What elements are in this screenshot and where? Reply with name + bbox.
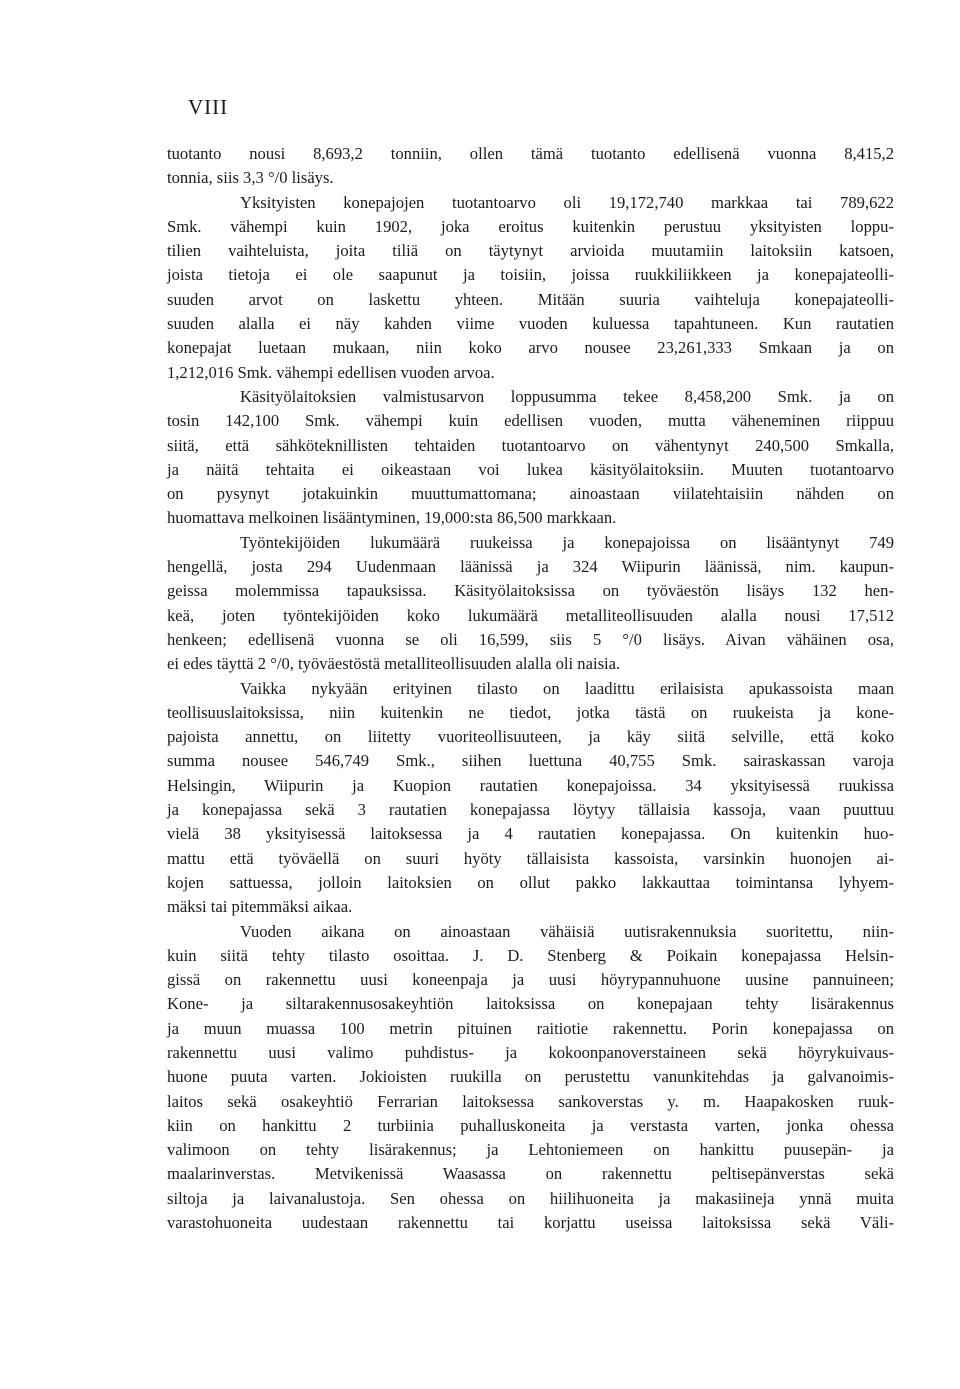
text-line: huomattava melkoinen lisääntyminen, 19,000:sta 86,500 markkaan.: [167, 508, 617, 528]
text-line: varastohuoneita uudestaan rakennettu tai korjattu useissa laitoksissa sekä Väli-: [167, 1213, 894, 1233]
text-line: kiin on hankittu 2 turbiinia puhalluskoneita ja verstasta varten, jonka ohessa: [167, 1115, 894, 1135]
text-line: Työntekijöiden lukumäärä ruukeissa ja konepajoissa on lisääntynyt 749: [240, 532, 894, 552]
text-line: mäksi tai pitemmäksi aikaa.: [167, 897, 353, 917]
text-line: ja muun muassa 100 metrin pituinen raitiotie rakennettu. Porin konepajassa on: [167, 1018, 894, 1038]
text-line: suuden arvot on laskettu yhteen. Mitään suuria vaihteluja konepajateolli-: [167, 289, 894, 309]
text-line: tuotanto nousi 8,693,2 tonniin, ollen tämä tuotanto edellisenä vuonna 8,415,2: [167, 144, 894, 163]
text-line: joista tietoja ei ole saapunut ja toisiin, joissa ruukkiliikkeen ja konepajateolli-: [167, 265, 894, 285]
text-line: henkeen; edellisenä vuonna se oli 16,599, siis 5 °/0 lisäys. Aivan vähäinen osa,: [167, 629, 894, 649]
text-line: maalarinverstas. Metvikenissä Waasassa on rakennettu peltisepänverstas sekä: [167, 1164, 894, 1184]
text-line: siltoja ja laivanalustoja. Sen ohessa on hiilihuoneita ja makasiineja ynnä muita: [167, 1188, 894, 1208]
body-text: [167, 142, 894, 1260]
text-line: gissä on rakennettu uusi koneenpaja ja uusi höyrypannuhuone uusine pannuineen;: [167, 970, 894, 990]
text-line: teollisuuslaitoksissa, niin kuitenkin ne tiedot, jotka tästä on ruukeista ja kone-: [167, 702, 894, 722]
text-line: rakennettu uusi valimo puhdistus- ja kokoonpanoverstaineen sekä höyrykuivaus-: [167, 1042, 894, 1062]
text-line: Yksityisten konepajojen tuotantoarvo oli 19,172,740 markkaa tai 789,622: [240, 192, 894, 212]
text-line: Vaikka nykyään erityinen tilasto on laadittu erilaisista apukassoista maan: [240, 678, 894, 698]
text-line: konepajat luetaan mukaan, niin koko arvo nousee 23,261,333 Smkaan ja on: [167, 338, 894, 358]
text-line: vielä 38 yksityisessä laitoksessa ja 4 rautatien konepajassa. On kuitenkin huo-: [167, 824, 894, 844]
page-number: VIII: [188, 95, 229, 119]
text-line: valimoon on tehty lisärakennus; ja Lehtoniemeen on hankittu puusepän- ja: [167, 1140, 894, 1160]
text-line: tilien vaihteluista, joita tiliä on täytynyt arvioida muutamiin laitoksiin katsoen,: [167, 241, 894, 261]
text-line: pajoista annettu, on liitetty vuoriteollisuuteen, ja käy siitä selville, että koko: [167, 727, 894, 747]
text-line: keä, joten työntekijöiden koko lukumäärä metalliteollisuuden alalla nousi 17,512: [167, 605, 894, 625]
text-line: ja näitä tehtaita ei oikeastaan voi lukea käsityölaitoksiin. Muuten tuotantoarvo: [167, 459, 894, 479]
text-line: tosin 142,100 Smk. vähempi kuin edellisen vuoden, mutta väheneminen riippuu: [167, 411, 894, 431]
text-line: on pysynyt jotakuinkin muuttumattomana; ainoastaan viilatehtaisiin nähden on: [167, 484, 894, 504]
text-line: siitä, että sähköteknillisten tehtaiden tuotantoarvo on vähentynyt 240,500 Smkalla,: [167, 435, 894, 455]
text-line: [167, 1235, 894, 1259]
text-line: hengellä, josta 294 Uudenmaan läänissä ja 324 Wiipurin läänissä, nim. kaupun-: [167, 557, 894, 577]
text-line: summa nousee 546,749 Smk., siihen luettuna 40,755 Smk. sairaskassan varoja: [167, 751, 894, 771]
text-line: laitos sekä osakeyhtiö Ferrarian laitoksessa sankoverstas y. m. Haapakosken ruuk-: [167, 1091, 894, 1111]
text-line: Vuoden aikana on ainoastaan vähäisiä uutisrakennuksia suoritettu, niin-: [240, 921, 894, 941]
text-line: huone puuta varten. Jokioisten ruukilla on perustettu vanunkitehdas ja galvanoimis-: [167, 1067, 894, 1087]
text-line: Käsityölaitoksien valmistusarvon loppusumma tekee 8,458,200 Smk. ja on: [240, 386, 894, 406]
text-line: kojen sattuessa, jolloin laitoksien on ollut pakko lakkauttaa toimintansa lyhyem-: [167, 872, 894, 892]
text-line: ja konepajassa sekä 3 rautatien konepajassa löytyy tällaisia kassoja, vaan puuttuu: [167, 800, 894, 820]
text-line: suuden alalla ei näy kahden viime vuoden kuluessa tapahtuneen. Kun rautatien: [167, 314, 894, 334]
text-line: ei edes täyttä 2 °/0, työväestöstä metalliteollisuuden alalla oli naisia.: [167, 654, 621, 674]
text-line: tonnia, siis 3,3 °/0 lisäys.: [167, 168, 334, 188]
text-line: 1,212,016 Smk. vähempi edellisen vuoden arvoa.: [167, 362, 495, 382]
text-line: Kone- ja siltarakennusosakeyhtiön laitoksissa on konepajaan tehty lisärakennus: [167, 994, 894, 1014]
text-line: kuin siitä tehty tilasto osoittaa. J. D. Stenberg & Poikain konepajassa Helsin-: [167, 945, 894, 965]
text-line: Smk. vähempi kuin 1902, joka eroitus kuitenkin perustuu yksityisten loppu-: [167, 216, 894, 236]
text-line: Helsingin, Wiipurin ja Kuopion rautatien konepajoissa. 34 yksityisessä ruukissa: [167, 775, 894, 795]
text-line: mattu että työväellä on suuri hyöty tällaisista kassoista, varsinkin huonojen ai-: [167, 848, 894, 868]
text-line: geissa molemmissa tapauksissa. Käsityölaitoksissa on työväestön lisäys 132 hen-: [167, 581, 894, 601]
